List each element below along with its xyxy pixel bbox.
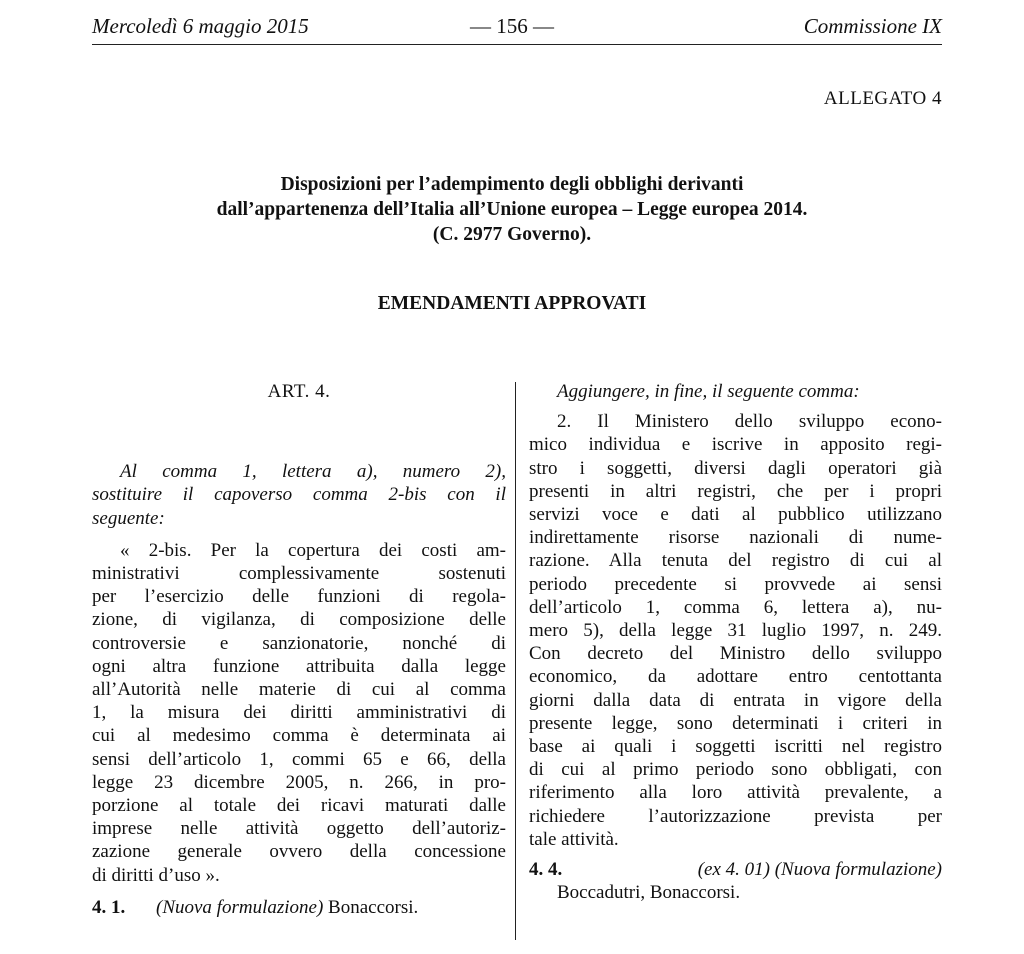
document-title-line-1: Disposizioni per l’adempimento degli obblighi derivanti: [280, 174, 744, 195]
body-line: servizi voce e dati al pubblico utilizzano: [529, 504, 942, 526]
section-heading: EMENDAMENTI APPROVATI: [377, 293, 647, 314]
body-line: richiedere l’autorizzazione prevista per: [529, 805, 942, 827]
amendment-signatories: Bonaccorsi.: [328, 896, 419, 918]
column-divider: [515, 382, 516, 940]
article-heading: ART. 4.: [267, 381, 331, 402]
body-line: indirettamente risorse nazionali di nume-: [529, 527, 942, 549]
body-line: Con decreto del Ministro dello sviluppo: [529, 643, 942, 665]
body-line: ministrativi complessivamente sostenuti: [92, 563, 506, 585]
body-line: periodo precedente si provvede ai sensi: [529, 573, 942, 595]
body-line: legge 23 dicembre 2005, n. 266, in pro-: [92, 771, 506, 793]
body-line: presente legge, sono determinati i criteri in: [529, 712, 942, 734]
amendment-body: [529, 410, 942, 851]
body-line: 1, la misura dei diritti amministrativi di: [92, 702, 506, 724]
body-line: mico individua e iscrive in apposito regi-: [529, 434, 942, 456]
amendment-signature: [529, 858, 942, 904]
body-line: all’Autorità nelle materie di cui al comma: [92, 679, 506, 701]
body-line: « 2-bis. Per la copertura dei costi am-: [120, 539, 506, 561]
body-line: riferimento alla loro attività prevalente, a: [529, 782, 942, 804]
body-line: zazione generale ovvero della concessione: [92, 841, 506, 863]
instruction-line: Al comma 1, lettera a), numero 2),: [120, 461, 506, 483]
document-title-line-3: (C. 2977 Governo).: [432, 224, 592, 245]
body-line: porzione al totale dei ricavi maturati dalle: [92, 795, 506, 817]
body-line: presenti in altri registri, che per i propri: [529, 480, 942, 502]
body-line: 2. Il Ministero dello sviluppo econo-: [557, 411, 942, 433]
body-line: imprese nelle attività oggetto dell’autoriz-: [92, 818, 506, 840]
body-line: zione, di vigilanza, di composizione delle: [92, 609, 506, 631]
amendment-note: (ex 4. 01) (Nuova formulazione): [697, 859, 942, 881]
annex-label: ALLEGATO 4: [823, 88, 942, 109]
body-line: per l’esercizio delle funzioni di regola-: [92, 586, 506, 608]
body-line: economico, da adottare entro centottanta: [529, 666, 942, 688]
left-column: [92, 380, 506, 919]
body-line: tale attività.: [529, 828, 619, 850]
amendment-number: 4. 4.: [529, 859, 563, 881]
body-line: cui al medesimo comma è determinata ai: [92, 725, 506, 747]
header-date: Mercoledì 6 maggio 2015: [92, 14, 309, 38]
instruction-line: sostituire il capoverso comma 2-bis con il: [92, 484, 506, 506]
body-line: ogni altra funzione attribuita dalla legge: [92, 655, 506, 677]
amendment-body: [92, 539, 506, 887]
body-line: controversie e sanzionatorie, nonché di: [92, 632, 506, 654]
body-line: stro i soggetti, diversi dagli operatori già: [529, 457, 942, 479]
body-line: dell’articolo 1, comma 6, lettera a), nu-: [529, 596, 942, 618]
body-line: base ai quali i soggetti iscritti nel registro: [529, 736, 942, 758]
amendment-signature: [92, 896, 506, 919]
body-line: giorni dalla data di entrata in vigore della: [529, 689, 942, 711]
document-title-line-2: dall’appartenenza dell’Italia all’Unione europea – Legge europea 2014.: [216, 199, 808, 220]
amendment-signatories: Boccadutri, Bonaccorsi.: [557, 882, 741, 904]
amendment-instruction: [92, 460, 506, 530]
body-line: mero 5), della legge 31 luglio 1997, n. 249.: [529, 620, 942, 642]
signature-row: [529, 858, 942, 881]
instruction-line: seguente:: [92, 507, 165, 529]
header-rule: [92, 44, 942, 45]
body-line: di cui al primo periodo sono obbligati, con: [529, 759, 942, 781]
right-column: [529, 380, 942, 904]
body-line: sensi dell’articolo 1, commi 65 e 66, della: [92, 748, 506, 770]
amendment-note: (Nuova formulazione): [156, 896, 324, 918]
body-line: di diritti d’uso ».: [92, 864, 220, 886]
amendment-instruction: Aggiungere, in fine, il seguente comma:: [557, 381, 860, 402]
page-number: — 156 —: [470, 14, 554, 38]
header-commission: Commissione IX: [803, 14, 942, 38]
body-line: razione. Alla tenuta del registro di cui al: [529, 550, 942, 572]
amendment-number: 4. 1.: [92, 896, 126, 918]
